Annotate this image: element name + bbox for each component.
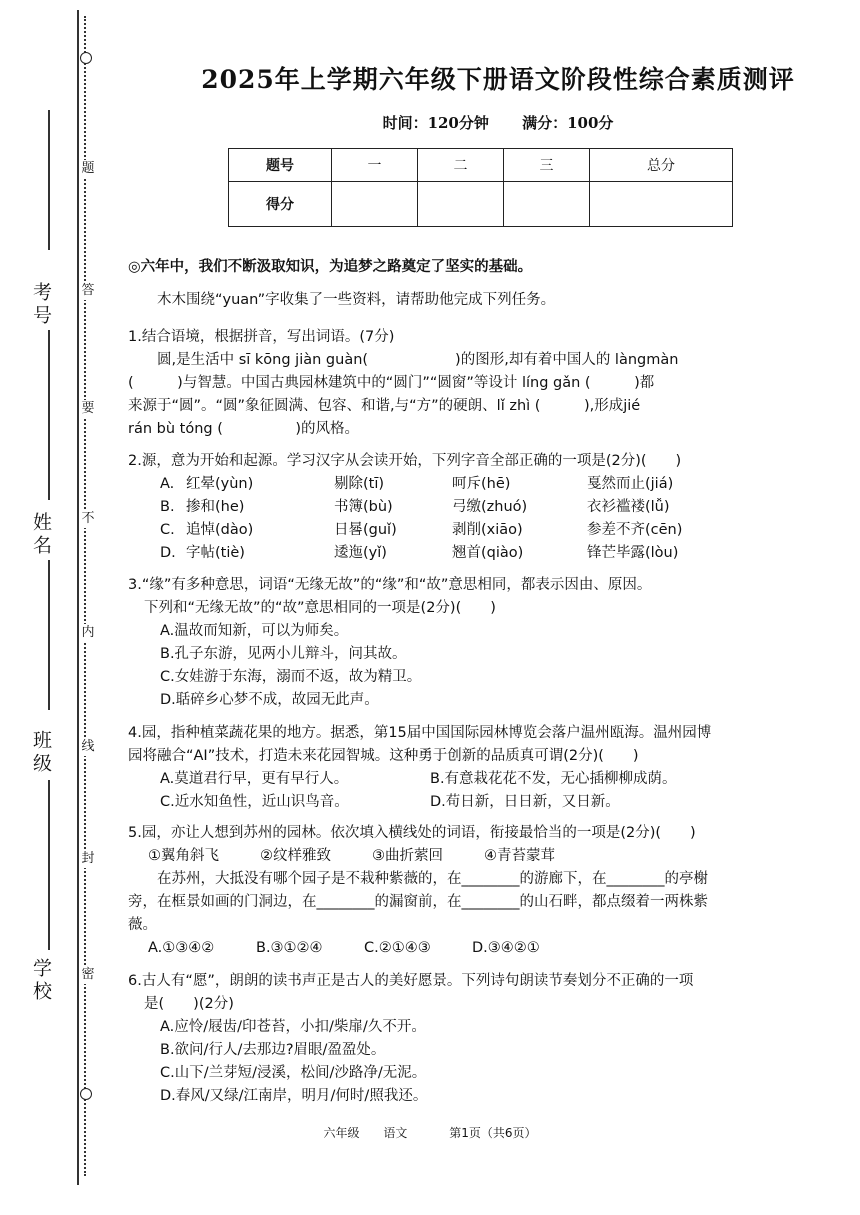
option-item: 字帖(tiè) [186, 545, 245, 561]
word-item: ①翼角斜飞 [148, 848, 219, 864]
word-list [128, 845, 840, 868]
binding-circle-top [80, 52, 92, 64]
option-item: C.②①④③ [364, 940, 431, 956]
binding-char: 内 [79, 624, 97, 642]
option-item: B.③①②④ [256, 940, 323, 956]
option-item: B.有意栽花花不发，无心插柳柳成荫。 [430, 771, 677, 787]
option-letter: B. [160, 499, 175, 515]
question-text: 在苏州，大抵没有哪个园子是不栽种紫薇的，在________的游廊下，在________的亭榭 [157, 871, 708, 887]
section-lead: 木木围绕“yuan”字收集了一些资料，请帮助他完成下列任务。 [157, 292, 556, 308]
question-2 [128, 450, 840, 565]
field-label: 考号 [30, 282, 52, 328]
option-item: A.温故而知新，可以为师矣。 [160, 623, 349, 639]
option-item: 剥削(xiāo) [452, 522, 523, 538]
word-item: ③曲折萦回 [372, 848, 443, 864]
option-row [160, 519, 840, 542]
option-list [128, 1016, 840, 1108]
field-line-name [48, 330, 50, 500]
option-row [160, 768, 840, 791]
option-item: D.③④②① [472, 940, 540, 956]
option-list [128, 473, 840, 565]
binding-circle-bottom [80, 1088, 92, 1100]
question-3 [128, 574, 840, 712]
option-item: 掺和(he) [186, 499, 245, 515]
score-input-cell[interactable] [332, 182, 418, 227]
option-letter: A. [160, 476, 175, 492]
score-input-cell[interactable] [590, 182, 733, 227]
question-1 [128, 326, 840, 441]
question-text: ( )与智慧。中国古典园林建筑中的“圆门”“圆窗”等设计 líng gǎn ( )都 [128, 375, 655, 391]
field-line-exam-no [48, 110, 50, 250]
page-footer [0, 1124, 860, 1141]
score-header-cell: 二 [418, 149, 504, 182]
binding-char: 答 [79, 282, 97, 300]
score-header-cell: 总分 [590, 149, 733, 182]
score-table [228, 148, 733, 227]
word-item: ②纹样雅致 [260, 848, 331, 864]
score-row-label: 得分 [229, 182, 332, 227]
section-heading: ◎六年中，我们不断汲取知识，为追梦之路奠定了坚实的基础。 [128, 259, 533, 275]
question-stem: 1.结合语境，根据拼音，写出词语。(7分) [128, 329, 395, 345]
option-item: 弓缴(zhuó) [452, 499, 528, 515]
option-item: 逶迤(yǐ) [334, 545, 387, 561]
binding-dotted-line [84, 16, 86, 1176]
option-row [160, 791, 840, 814]
section-intro [128, 256, 840, 312]
option-item: B.孔子东游，见两小儿辩斗，问其故。 [160, 646, 407, 662]
option-item: 剔除(tī) [334, 476, 385, 492]
question-text: rán bù tóng ( )的风格。 [128, 421, 360, 437]
question-stem: 园将融合“AI”技术，打造未来花园智城。这种勇于创新的品质真可谓(2分)( ) [128, 748, 639, 764]
option-letter: C. [160, 522, 175, 538]
binding-solid-line [77, 10, 79, 1185]
field-exam-number [28, 282, 52, 332]
field-line-school [48, 780, 50, 950]
option-item: 追悼(dào) [186, 522, 254, 538]
option-row [160, 473, 840, 496]
option-item: C.山下/兰芽短/浸溪，松间/沙路净/无泥。 [160, 1065, 427, 1081]
exam-full-score: 满分：100分 [522, 114, 614, 132]
question-stem: 6.古人有“愿”，朗朗的读书声正是古人的美好愿景。下列诗句朗读节奏划分不正确的一项 [128, 973, 694, 989]
question-text: 圆,是生活中 sī kōng jiàn guàn( )的图形,却有着中国人的 làngmàn [157, 352, 679, 368]
option-item: D.聒碎乡心梦不成，故园无此声。 [160, 692, 379, 708]
question-text: 旁，在框景如画的门洞边，在________的漏窗前，在________的山石畔，都点缀着一两株紫 [128, 894, 708, 910]
option-item: C.近水知鱼性，近山识鸟音。 [160, 794, 349, 810]
field-label: 姓名 [30, 512, 52, 558]
option-item: A.莫道君行早，更有早行人。 [160, 771, 349, 787]
option-item: D.春风/又绿/江南岸，明月/何时/照我还。 [160, 1088, 428, 1104]
option-letter: D. [160, 545, 176, 561]
question-stem: 是( )(2分) [144, 996, 234, 1012]
option-item: 书簿(bù) [334, 499, 393, 515]
option-item: C.女娃游于东海，溺而不返，故为精卫。 [160, 669, 422, 685]
footer-page-number: 第1页（共6页） [449, 1126, 537, 1140]
option-row [160, 542, 840, 565]
option-item: 红晕(yùn) [186, 476, 254, 492]
binding-char: 封 [79, 850, 97, 868]
question-text: 薇。 [128, 917, 157, 933]
binding-char: 题 [79, 160, 97, 178]
word-item: ④青苔蒙茸 [484, 848, 555, 864]
binding-char: 不 [79, 510, 97, 528]
option-list [128, 937, 840, 960]
exam-time: 时间：120分钟 [382, 114, 489, 132]
question-6 [128, 970, 840, 1108]
binding-char: 要 [79, 400, 97, 418]
option-item: 锋芒毕露(lòu) [587, 545, 679, 561]
binding-char: 密 [79, 966, 97, 984]
field-school [28, 958, 52, 1008]
question-text: 来源于“圆”。“圆”象征圆满、包容、和谐,与“方”的硬朗、lǐ zhì ( ),形成jié [128, 398, 641, 414]
binding-margin [0, 0, 110, 1215]
field-name [28, 512, 52, 562]
score-header-cell: 三 [504, 149, 590, 182]
field-label: 学校 [30, 958, 52, 1004]
footer-grade: 六年级 [323, 1126, 360, 1140]
option-list [128, 768, 840, 814]
score-header-cell: 题号 [229, 149, 332, 182]
page-title: 2025年上学期六年级下册语文阶段性综合素质测评 [201, 65, 795, 94]
option-item: D.苟日新，日日新，又日新。 [430, 794, 620, 810]
score-input-cell[interactable] [418, 182, 504, 227]
score-input-cell[interactable] [504, 182, 590, 227]
option-item: A.①③④② [148, 940, 215, 956]
question-4 [128, 722, 840, 814]
option-item: 戛然而止(jiá) [587, 476, 674, 492]
option-list [128, 620, 840, 712]
question-stem: 下列和“无缘无故”的“故”意思相同的一项是(2分)( ) [144, 600, 496, 616]
option-row [160, 496, 840, 519]
option-item: A.应怜/屐齿/印苍苔，小扣/柴扉/久不开。 [160, 1019, 426, 1035]
option-item: 参差不齐(cēn) [587, 522, 683, 538]
binding-char: 线 [79, 738, 97, 756]
option-item: 呵斥(hē) [452, 476, 511, 492]
question-stem: 4.园，指种植菜蔬花果的地方。据悉，第15届中国国际园林博览会落户温州瓯海。温州园博 [128, 725, 712, 741]
exam-info [178, 112, 818, 133]
field-line-class [48, 560, 50, 710]
question-stem: 2.源，意为开始和起源。学习汉字从会读开始，下列字音全部正确的一项是(2分)( ) [128, 453, 682, 469]
question-5 [128, 822, 840, 960]
option-item: 衣衫褴褛(lǚ) [587, 499, 670, 515]
option-item: 日晷(guǐ) [334, 522, 397, 538]
question-stem: 5.园，亦让人想到苏州的园林。依次填入横线处的词语，衔接最恰当的一项是(2分)( ) [128, 825, 696, 841]
question-stem: 3.“缘”有多种意思，词语“无缘无故”的“缘”和“故”意思相同，都表示因由、原因。 [128, 577, 652, 593]
field-label: 班级 [30, 730, 52, 776]
score-header-cell: 一 [332, 149, 418, 182]
field-class [28, 730, 52, 780]
footer-subject: 语文 [383, 1126, 408, 1140]
option-item: 翘首(qiào) [452, 545, 524, 561]
option-item: B.欲问/行人/去那边?眉眼/盈盈处。 [160, 1042, 386, 1058]
